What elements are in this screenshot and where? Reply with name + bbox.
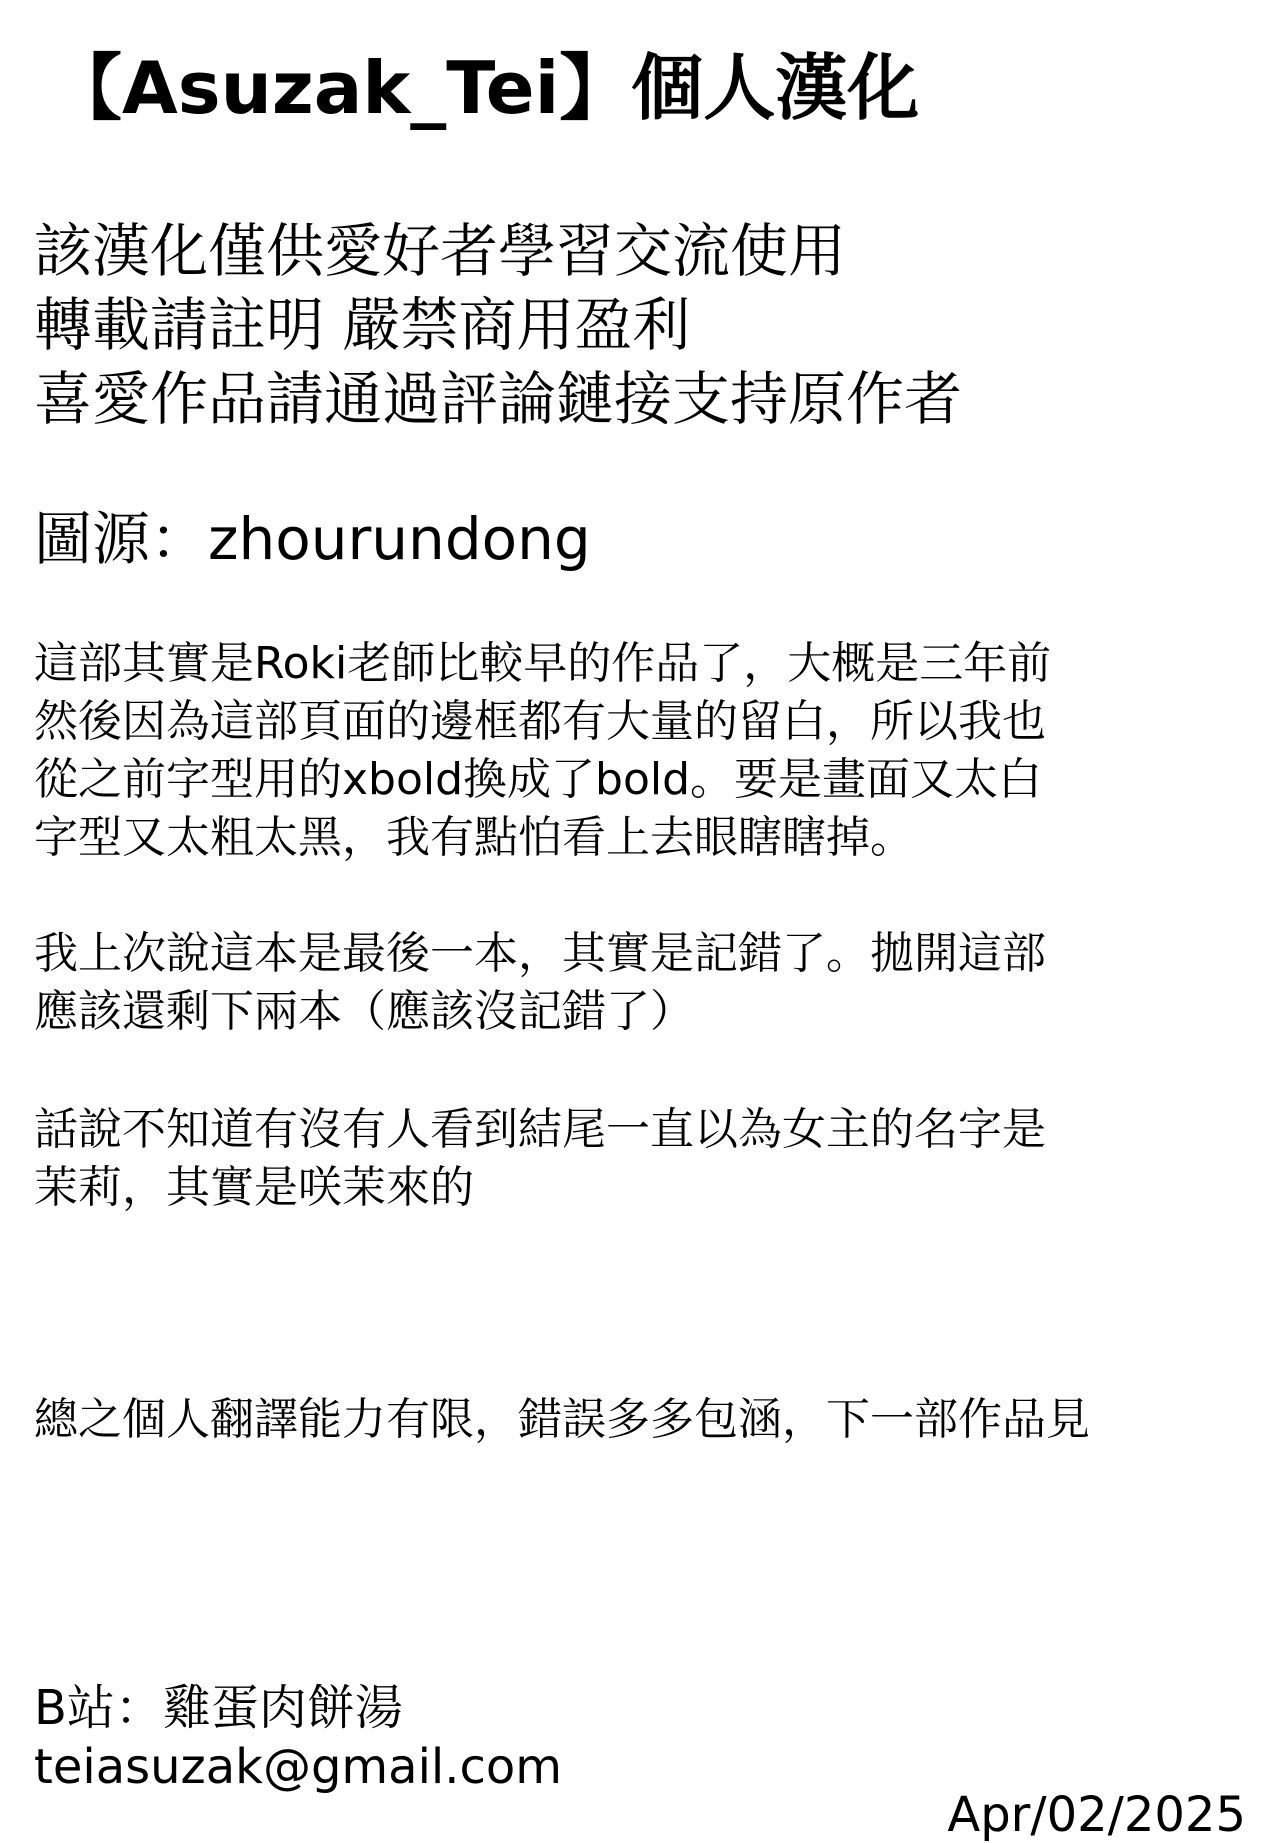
paragraph3-line-1: 話說不知道有沒有人看到結尾一直以為女主的名字是 bbox=[34, 1104, 1046, 1155]
paragraph1-line-1: 這部其實是Roki老師比較早的作品了，大概是三年前 bbox=[34, 638, 1052, 689]
paragraph3-line-2: 茉莉，其實是咲茉來的 bbox=[34, 1162, 474, 1213]
email-address: teiasuzak@gmail.com bbox=[34, 1739, 563, 1795]
paragraph1-line-4: 字型又太粗太黑，我有點怕看上去眼瞎瞎掉。 bbox=[34, 812, 914, 863]
notice-line-2: 轉載請註明 嚴禁商用盈利 bbox=[34, 291, 691, 359]
bilibili-account: B站：雞蛋肉餅湯 bbox=[34, 1680, 403, 1736]
paragraph1-line-2: 然後因為這部頁面的邊框都有大量的留白，所以我也 bbox=[34, 696, 1046, 747]
paragraph2-line-1: 我上次說這本是最後一本，其實是記錯了。拋開這部 bbox=[34, 928, 1046, 979]
notice-line-1: 該漢化僅供愛好者學習交流使用 bbox=[34, 217, 847, 285]
paragraph2-line-2: 應該還剩下兩本（應該沒記錯了） bbox=[34, 986, 694, 1037]
date-stamp: Apr/02/2025 bbox=[947, 1787, 1246, 1843]
image-source: 圖源：zhourundong bbox=[34, 505, 591, 573]
page-title: 【Asuzak_Tei】個人漢化 bbox=[50, 46, 920, 130]
closing-text: 總之個人翻譯能力有限，錯誤多多包涵，下一部作品見 bbox=[34, 1394, 1090, 1445]
notice-line-3: 喜愛作品請通過評論鏈接支持原作者 bbox=[34, 365, 963, 433]
paragraph1-line-3: 從之前字型用的xbold換成了bold。要是畫面又太白 bbox=[34, 754, 1043, 805]
